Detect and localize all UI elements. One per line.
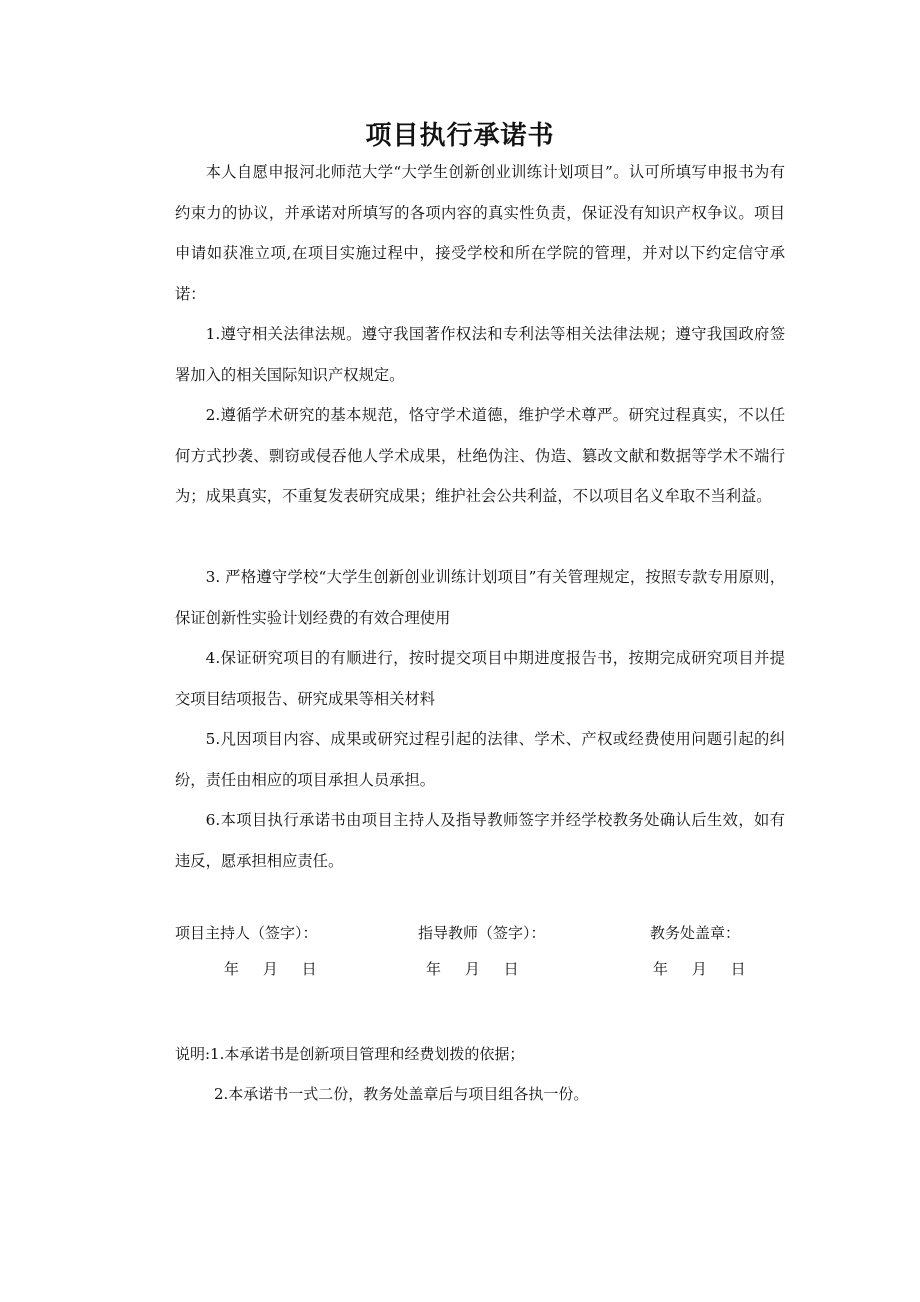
commitment-item-1: 1.遵守相关法律法规。遵守我国著作权法和专利法等相关法律法规；遵守我国政府签署加入的相关国际知识产权规定。	[175, 325, 785, 384]
commitment-item-6: 6.本项目执行承诺书由项目主持人及指导教师签字并经学校教务处确认后生效，如有违反，愿承担相应责任。	[175, 811, 785, 870]
note-line-1: 说明:1.本承诺书是创新项目管理和经费划拨的依据；	[175, 1045, 525, 1063]
commitment-item-3: 3. 严格遵守学校“大学生创新创业训练计划项目”有关管理规定，按照专款专用原则，保证创新性实验计划经费的有效合理使用	[175, 568, 785, 627]
intro-paragraph: 本人自愿申报河北师范大学“大学生创新创业训练计划项目”。认可所填写申报书为有约束力的协议，并承诺对所填写的各项内容的真实性负责，保证没有知识产权争议。项目申请如获准立项,在项目实施过程中，接受学校和所在学院的管理，并对以下约定信守承诺：	[175, 163, 785, 303]
leader-date-line: 年 月 日	[224, 960, 317, 978]
note-line-2: 2.本承诺书一式二份，教务处盖章后与项目组各执一份。	[214, 1085, 589, 1103]
leader-signature-label: 项目主持人（签字）：	[175, 924, 318, 942]
advisor-date-line: 年 月 日	[426, 960, 519, 978]
commitment-item-4: 4.保证研究项目的有顺进行，按时提交项目中期进度报告书，按期完成研究项目并提交项目结项报告、研究成果等相关材料	[175, 649, 785, 708]
advisor-signature-label: 指导教师（签字）：	[418, 924, 546, 942]
office-seal-label: 教务处盖章：	[650, 924, 741, 942]
office-date-line: 年 月 日	[653, 960, 746, 978]
commitment-item-2: 2.遵循学术研究的基本规范，恪守学术道德，维护学术尊严。研究过程真实，不以任何方式抄袭、剽窃或侵吞他人学术成果，杜绝伪注、伪造、篡改文献和数据等学术不端行为；成果真实，不重复发表研究成果；维护社会公共利益，不以项目名义牟取不当利益。	[175, 406, 785, 505]
page-title: 项目执行承诺书	[365, 121, 555, 151]
commitment-item-5: 5.凡因项目内容、成果或研究过程引起的法律、学术、产权或经费使用问题引起的纠纷，责任由相应的项目承担人员承担。	[175, 730, 785, 789]
